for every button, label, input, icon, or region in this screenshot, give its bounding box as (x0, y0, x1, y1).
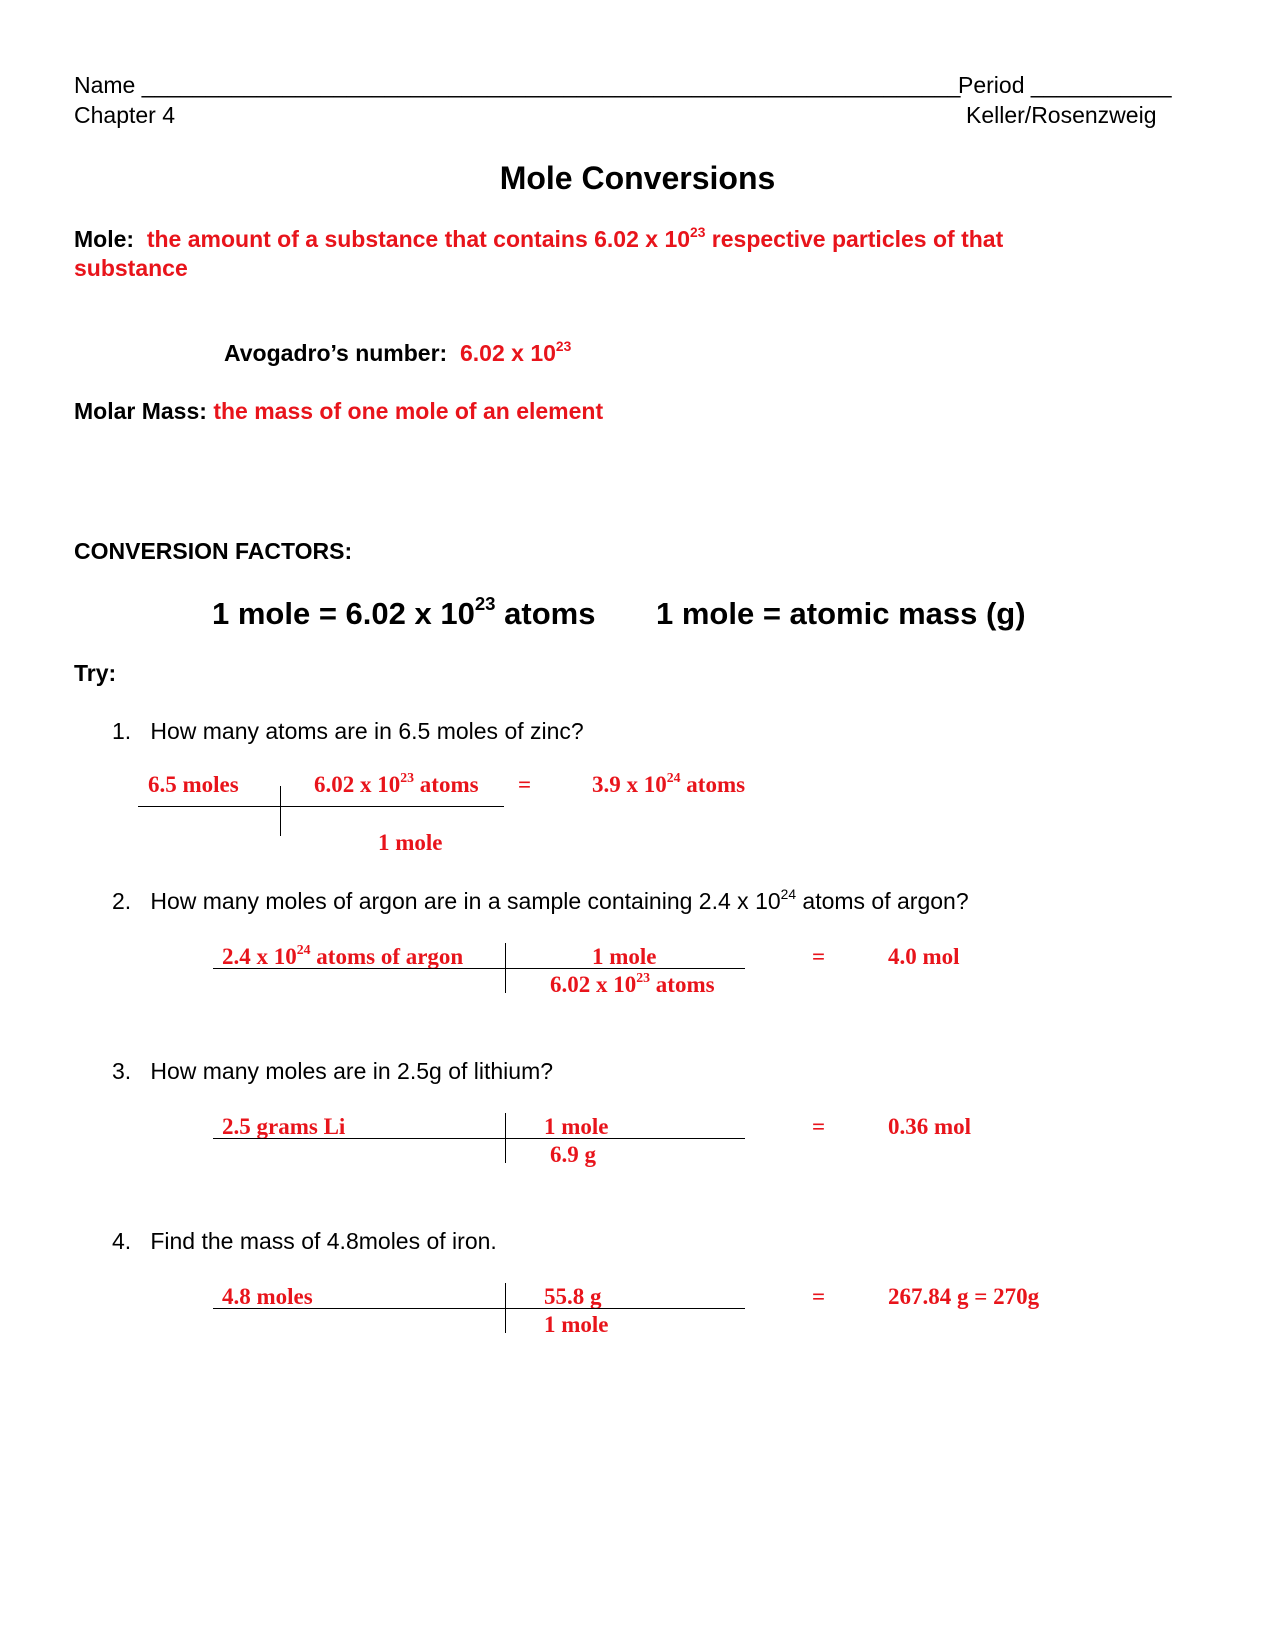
problem-4-divider (505, 1283, 506, 1333)
mole-text-c: substance (74, 255, 188, 281)
problem-1-num-tail: atoms (414, 772, 479, 797)
factor-atoms-exponent: 23 (474, 593, 496, 615)
problem-4-given: 4.8 moles (222, 1284, 313, 1309)
problem-2-question (112, 888, 969, 915)
problem-3-divider (505, 1113, 506, 1163)
problem-4-text: Find the mass of 4.8moles of iron. (150, 1228, 497, 1254)
period-blank[interactable]: ___________ (1030, 72, 1172, 98)
factor-atoms-a: 1 mole = 6.02 x 10 (212, 596, 475, 631)
problem-1-fraction-line (138, 806, 504, 807)
problem-2-q-exponent: 24 (780, 886, 797, 902)
page-title: Mole Conversions (499, 160, 776, 196)
avogadro-definition (224, 340, 571, 367)
problem-4-question (112, 1228, 497, 1255)
avogadro-value: 6.02 x 10 (460, 340, 556, 366)
problem-3-text: How many moles are in 2.5g of lithium? (150, 1058, 554, 1084)
problem-1-ans-exponent: 24 (666, 769, 681, 785)
problem-1-equals: = (518, 772, 532, 797)
problem-2-den-tail: atoms (650, 972, 715, 997)
problem-1-text: How many atoms are in 6.5 moles of zinc? (150, 718, 584, 744)
mole-text-b: respective particles of that (705, 226, 1004, 252)
problem-1-ans-base: 3.9 x 10 (592, 772, 667, 797)
mole-exponent: 23 (690, 224, 706, 240)
problem-2-den-base: 6.02 x 10 (550, 972, 637, 997)
problem-3-numerator: 1 mole (544, 1114, 609, 1139)
problem-1-divider (280, 786, 281, 836)
problem-3-number: 3. (112, 1058, 132, 1084)
problem-3-denominator: 6.9 g (550, 1142, 596, 1167)
problem-3-given: 2.5 grams Li (222, 1114, 346, 1139)
name-label: Name (74, 72, 136, 98)
name-blank[interactable]: ________________________________________________________________ (141, 72, 961, 98)
problem-4-numerator: 55.8 g (544, 1284, 602, 1309)
factor-atoms (212, 593, 596, 632)
problem-2-fraction-line (213, 968, 745, 969)
problem-2-answer: 4.0 mol (888, 944, 960, 969)
problem-2-numerator: 1 mole (592, 944, 657, 969)
problem-2-den-exponent: 23 (636, 969, 651, 985)
chapter-label: Chapter 4 (74, 102, 176, 128)
molar-mass-definition (74, 398, 603, 425)
avogadro-label: Avogadro’s number: (224, 340, 448, 366)
molar-label: Molar Mass: (74, 398, 207, 424)
name-field[interactable] (74, 72, 960, 99)
mole-label: Mole: (74, 226, 135, 252)
problem-1-question (112, 718, 584, 745)
conversion-heading: CONVERSION FACTORS: (74, 538, 353, 564)
problem-4-denominator: 1 mole (544, 1312, 609, 1337)
problem-2-number: 2. (112, 888, 132, 914)
problem-2-divider (505, 943, 506, 993)
problem-2-given-exponent: 24 (296, 941, 311, 957)
problem-1-number: 1. (112, 718, 132, 744)
avogadro-exponent: 23 (555, 338, 572, 354)
problem-2-denominator (550, 969, 715, 998)
problem-3-answer: 0.36 mol (888, 1114, 972, 1139)
problem-1-num-exponent: 23 (400, 769, 415, 785)
problem-2-text-a: How many moles of argon are in a sample containing 2.4 x 10 (150, 888, 781, 914)
problem-3-equals: = (812, 1114, 826, 1139)
problem-1-num-base: 6.02 x 10 (314, 772, 401, 797)
problem-4-answer: 267.84 g = 270g (888, 1284, 1040, 1309)
problem-1-denominator: 1 mole (378, 830, 443, 855)
problem-2-equals: = (812, 944, 826, 969)
teacher-label: Keller/Rosenzweig (966, 102, 1157, 128)
mole-definition (74, 226, 1003, 253)
problem-4-number: 4. (112, 1228, 132, 1254)
problem-4-fraction-line (213, 1308, 745, 1309)
period-label: Period (958, 72, 1025, 98)
factor-mass: 1 mole = atomic mass (g) (656, 596, 1026, 631)
problem-2-given (222, 941, 464, 970)
problem-3-fraction-line (213, 1138, 745, 1139)
problem-2-given-base: 2.4 x 10 (222, 944, 297, 969)
problem-1-answer (592, 769, 746, 798)
problem-2-text-b: atoms of argon? (796, 888, 969, 914)
problem-2-given-tail: atoms of argon (310, 944, 464, 969)
problem-4-equals: = (812, 1284, 826, 1309)
problem-3-question (112, 1058, 553, 1085)
problem-1-numerator (314, 769, 479, 798)
try-label: Try: (74, 660, 117, 686)
problem-1-ans-tail: atoms (680, 772, 746, 797)
mole-text-a: the amount of a substance that contains 6.02 x 10 (146, 226, 691, 252)
molar-text: the mass of one mole of an element (213, 398, 604, 424)
factor-atoms-b: atoms (495, 596, 596, 631)
period-field[interactable] (958, 72, 1172, 99)
problem-1-given: 6.5 moles (148, 772, 239, 797)
